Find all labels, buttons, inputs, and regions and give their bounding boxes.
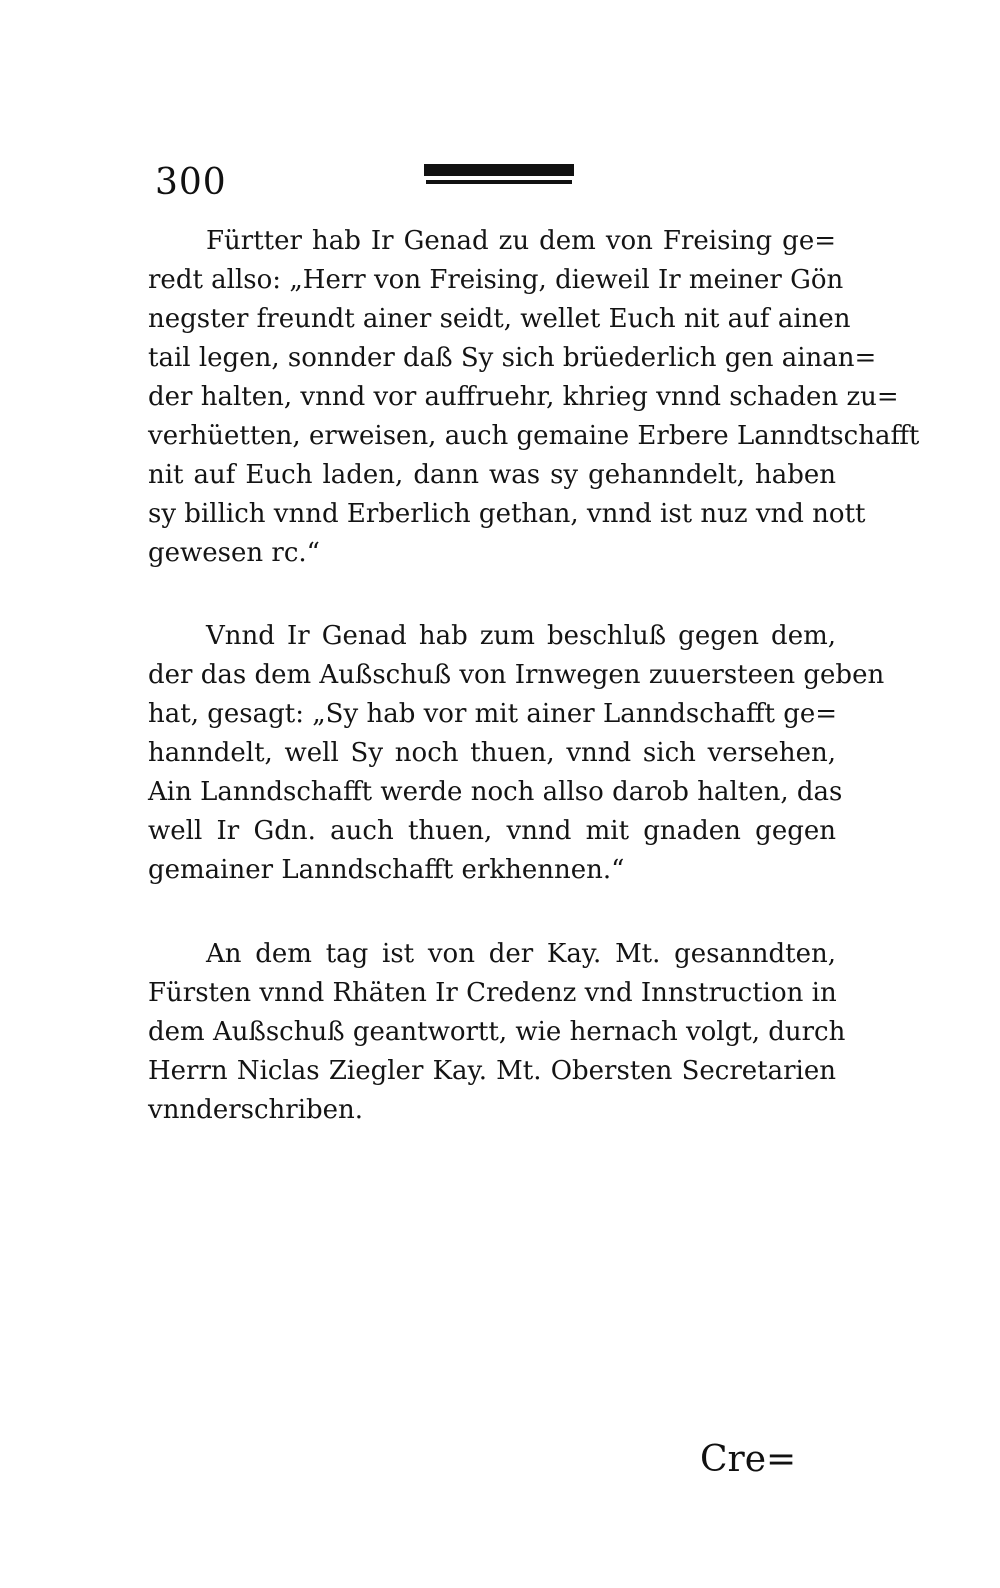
text-line: der halten, vnnd vor auffruehr, khrieg vnnd schaden zu=	[148, 382, 899, 412]
text-line: dem Außschuß geantwortt, wie hernach volgt, durch	[148, 1017, 846, 1047]
text-line: well Ir Gdn. auch thuen, vnnd mit gnaden gegen	[148, 816, 836, 846]
header-ornament-rule	[424, 164, 574, 186]
header-rule-thin	[426, 180, 572, 184]
text-line: verhüetten, erweisen, auch gemaine Erbere Lanndtschafft	[148, 421, 920, 451]
text-line: Ain Lanndschafft werde noch allso darob halten, das	[148, 777, 843, 807]
text-line: hanndelt, well Sy noch thuen, vnnd sich versehen,	[148, 738, 836, 768]
text-line: gemainer Lanndschafft erkhennen.“	[148, 855, 625, 885]
text-line: gewesen rc.“	[148, 538, 320, 568]
text-line: nit auf Euch laden, dann was sy gehanndelt, haben	[148, 460, 836, 490]
text-line: der das dem Außschuß von Irnwegen zuuersteen geben	[148, 660, 885, 690]
text-line: An dem tag ist von der Kay. Mt. gesanndten,	[206, 939, 836, 969]
text-line: Herrn Niclas Ziegler Kay. Mt. Obersten Secretarien	[148, 1056, 836, 1086]
text-line: Fürtter hab Ir Genad zu dem von Freising ge=	[206, 226, 836, 256]
page-number: 300	[155, 162, 227, 203]
text-line: hat, gesagt: „Sy hab vor mit ainer Lanndschafft ge=	[148, 699, 838, 729]
text-line: redt allso: „Herr von Freising, dieweil Ir meiner Gön	[148, 265, 844, 295]
text-line: Fürsten vnnd Rhäten Ir Credenz vnd Innstruction in	[148, 978, 837, 1008]
paragraph-2	[148, 617, 885, 890]
paragraph-1	[148, 222, 920, 573]
text-line: vnnderschriben.	[148, 1095, 364, 1125]
header-rule-thick	[424, 164, 574, 176]
text-line: negster freundt ainer seidt, wellet Euch nit auf ainen	[148, 304, 851, 334]
text-line: Vnnd Ir Genad hab zum beschluß gegen dem,	[206, 621, 836, 651]
text-line: sy billich vnnd Erberlich gethan, vnnd ist nuz vnd nott	[148, 499, 866, 529]
text-line: tail legen, sonnder daß Sy sich brüederlich gen ainan=	[148, 343, 877, 373]
catchword: Cre=	[700, 1439, 797, 1480]
paragraph-3	[148, 935, 846, 1130]
